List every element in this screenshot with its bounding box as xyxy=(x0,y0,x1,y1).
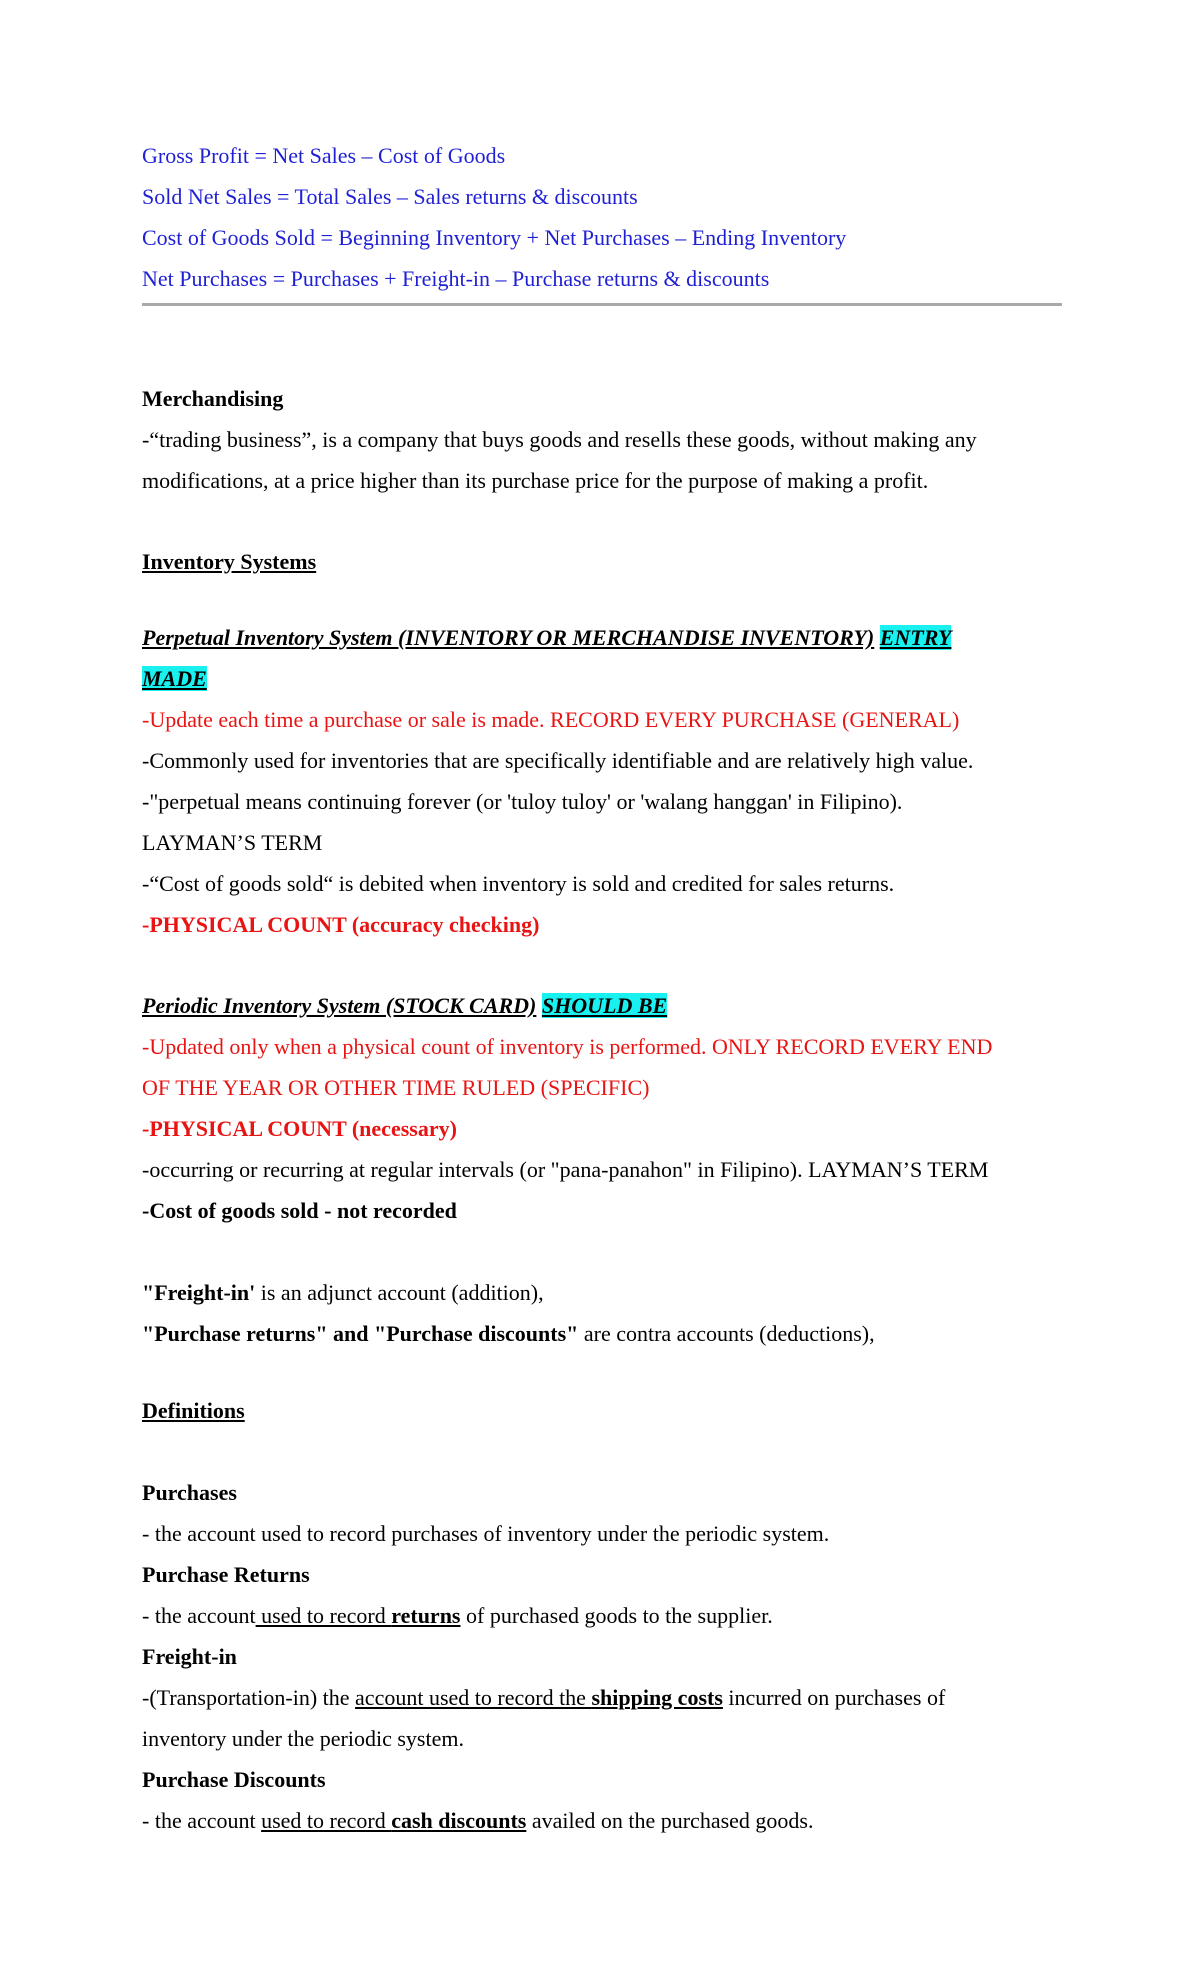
perpetual-tag-made: MADE xyxy=(142,666,207,691)
perpetual-update: -Update each time a purchase or sale is made. RECORD EVERY PURCHASE (GENERAL) xyxy=(142,707,960,732)
periodic-cogs: -Cost of goods sold - not recorded xyxy=(142,1198,457,1223)
perpetual-heading-continued xyxy=(142,665,207,693)
purchase-discounts-desc-underlined: used to record xyxy=(261,1808,392,1833)
purchase-discounts-desc-pre: - the account xyxy=(142,1808,262,1833)
formula-cogs: Cost of Goods Sold = Beginning Inventory + Net Purchases – Ending Inventory xyxy=(142,225,847,250)
purchase-returns-description xyxy=(142,1602,773,1630)
contra-accounts-text: are contra accounts (deductions), xyxy=(578,1321,875,1346)
periodic-heading xyxy=(142,992,667,1020)
periodic-tag: SHOULD BE xyxy=(541,993,668,1018)
purchase-discounts-term: Purchase Discounts xyxy=(142,1767,326,1792)
formula-net-sales: Sold Net Sales = Total Sales – Sales returns & discounts xyxy=(142,184,638,209)
purchase-returns-desc-pre: - the account xyxy=(142,1603,256,1628)
purchase-discounts-desc-post: availed on the purchased goods. xyxy=(526,1808,814,1833)
purchase-returns-desc-post: of purchased goods to the supplier. xyxy=(460,1603,773,1628)
freight-in-description xyxy=(142,1684,945,1712)
periodic-physical-count: -PHYSICAL COUNT (necessary) xyxy=(142,1116,457,1141)
freight-in-desc-post: incurred on purchases of xyxy=(722,1685,946,1710)
contra-accounts-note xyxy=(142,1320,875,1348)
perpetual-cogs: -“Cost of goods sold“ is debited when inventory is sold and credited for sales returns. xyxy=(142,871,895,896)
perpetual-meaning: -"perpetual means continuing forever (or 'tuloy tuloy' or 'walang hanggan' in Filipino). xyxy=(142,789,903,814)
definitions-heading: Definitions xyxy=(142,1398,245,1423)
freight-in-note-text: is an adjunct account (addition), xyxy=(255,1280,544,1305)
periodic-update-line1: -Updated only when a physical count of inventory is performed. ONLY RECORD EVERY END xyxy=(142,1034,993,1059)
perpetual-layman: LAYMAN’S TERM xyxy=(142,830,323,855)
periodic-update-line2: OF THE YEAR OR OTHER TIME RULED (SPECIFIC) xyxy=(142,1075,650,1100)
formula-gross-profit: Gross Profit = Net Sales – Cost of Goods xyxy=(142,143,506,168)
purchase-discounts-desc-bold: cash discounts xyxy=(391,1808,527,1833)
purchase-returns-term: Purchase Returns xyxy=(142,1562,310,1587)
contra-accounts-terms: "Purchase returns" and "Purchase discounts" xyxy=(142,1321,579,1346)
merchandising-definition-line2: modifications, at a price higher than its purchase price for the purpose of making a profit. xyxy=(142,468,929,493)
purchase-returns-desc-bold: returns xyxy=(391,1603,461,1628)
freight-in-desc-bold: shipping costs xyxy=(591,1685,723,1710)
horizontal-divider xyxy=(142,303,1062,306)
perpetual-physical-count: -PHYSICAL COUNT (accuracy checking) xyxy=(142,912,540,937)
merchandising-heading: Merchandising xyxy=(142,386,284,411)
periodic-meaning: -occurring or recurring at regular intervals (or "pana-panahon" in Filipino). LAYMAN’S TERM xyxy=(142,1157,989,1182)
periodic-title: Periodic Inventory System (STOCK CARD) xyxy=(142,993,537,1018)
perpetual-title: Perpetual Inventory System (INVENTORY OR MERCHANDISE INVENTORY) xyxy=(142,625,875,650)
freight-in-description-line2: inventory under the periodic system. xyxy=(142,1726,464,1751)
freight-in-note-term: "Freight-in' xyxy=(142,1280,256,1305)
inventory-systems-heading: Inventory Systems xyxy=(142,549,317,574)
purchase-returns-desc-underlined: used to record xyxy=(255,1603,392,1628)
freight-in-term: Freight-in xyxy=(142,1644,237,1669)
freight-in-note xyxy=(142,1279,544,1307)
freight-in-desc-underlined: account used to record the xyxy=(355,1685,592,1710)
purchase-discounts-description xyxy=(142,1807,813,1835)
perpetual-heading xyxy=(142,624,951,652)
perpetual-common-use: -Commonly used for inventories that are specifically identifiable and are relatively high value. xyxy=(142,748,974,773)
freight-in-desc-pre: -(Transportation-in) the xyxy=(142,1685,356,1710)
purchases-description: - the account used to record purchases of inventory under the periodic system. xyxy=(142,1521,830,1546)
formula-net-purchases: Net Purchases = Purchases + Freight-in – Purchase returns & discounts xyxy=(142,266,770,291)
perpetual-tag-entry: ENTRY xyxy=(879,625,952,650)
purchases-term: Purchases xyxy=(142,1480,237,1505)
merchandising-definition-line1: -“trading business”, is a company that buys goods and resells these goods, without making any xyxy=(142,427,977,452)
